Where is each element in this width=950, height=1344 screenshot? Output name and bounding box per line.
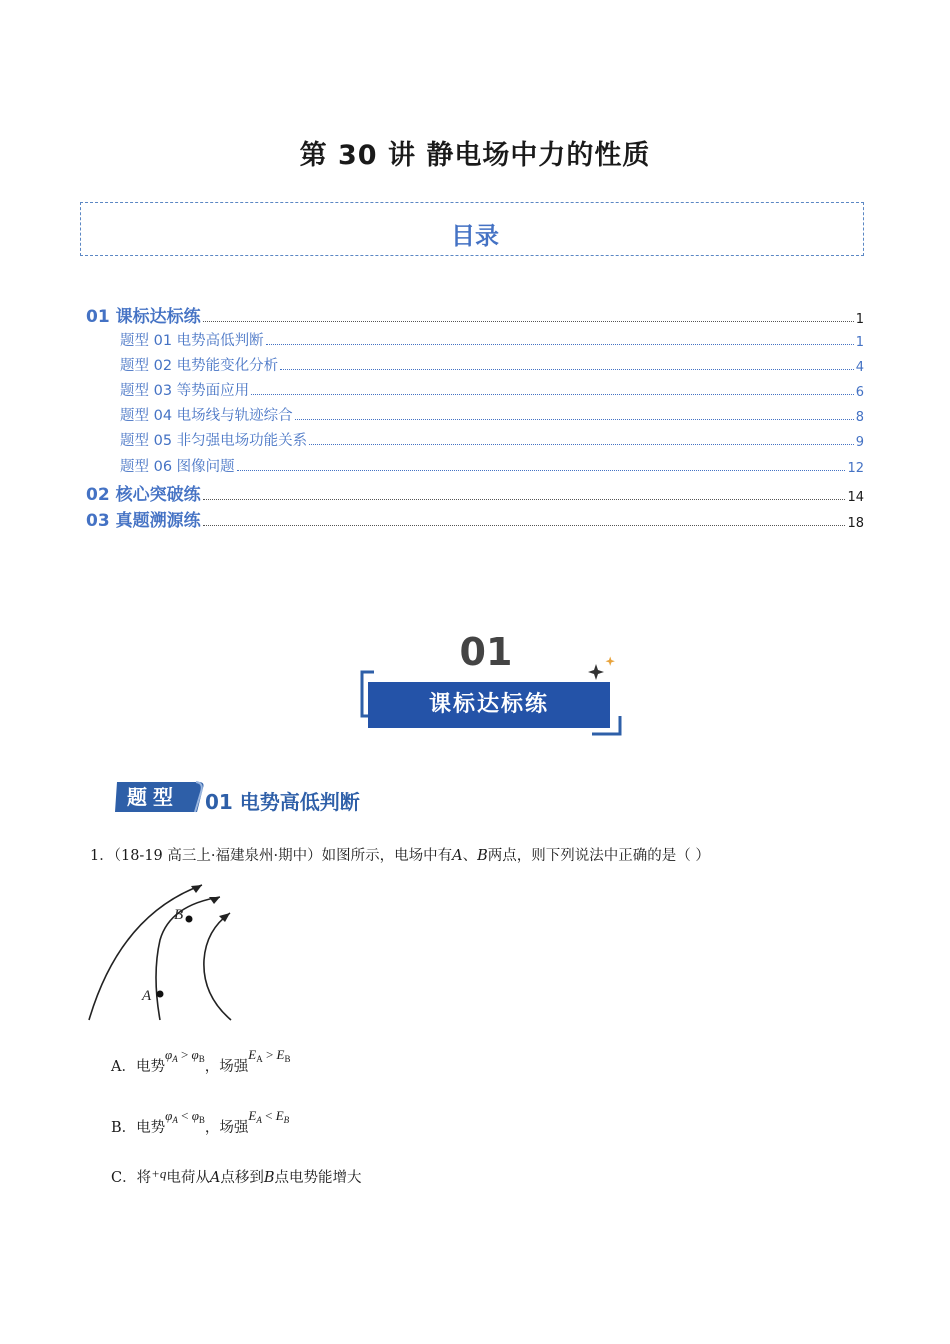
toc-item-label: 题型 03 等势面应用 [120,383,250,399]
formula-op: > [177,1047,192,1062]
toc-heading: 目录 [451,222,499,250]
option-text: 点电势能增大 [274,1170,362,1186]
formula-sub: B [198,1115,205,1125]
option-text: 将 [136,1170,152,1186]
toc-item-label: 题型 04 电场线与轨迹综合 [120,408,293,424]
toc-item[interactable] [120,329,864,350]
point-b [186,916,193,923]
toc-item[interactable] [86,302,864,327]
topic-title: 01 电势高低判断 [205,790,360,814]
toc-item[interactable] [86,506,864,531]
formula-sub: A [256,1054,263,1064]
formula-op: < [261,1108,276,1123]
question-number: 1． [90,848,114,864]
point-a-label: A [452,848,463,864]
toc-item[interactable] [120,404,864,425]
option-text: 点移到 [220,1170,264,1186]
toc-item-page: 6 [855,385,864,400]
toc-leader [295,418,854,420]
toc-leader [280,368,854,370]
charge-symbol: +q [151,1166,167,1181]
toc-leader [237,469,846,471]
option-key: A． [111,1059,136,1075]
toc-leader [203,498,846,500]
toc-leader [309,443,854,445]
toc-item-page: 12 [847,461,864,476]
point-a [157,991,164,998]
option-key: B． [111,1120,137,1136]
toc-leader [266,343,854,345]
toc-item-label: 题型 02 电势能变化分析 [120,358,279,374]
option-a[interactable] [111,1047,291,1076]
option-b[interactable] [111,1108,290,1137]
toc-item-label: 01 课标达标练 [86,307,201,327]
option-text: 电荷从 [166,1170,210,1186]
formula-symbol: φ [191,1047,199,1062]
question-text: 如图所示，电场中有 [321,848,453,864]
option-text: ，场强 [204,1120,249,1136]
toc-item[interactable] [120,429,864,450]
toc-item-page: 1 [855,335,864,350]
toc-item-label: 题型 01 电势高低判断 [120,333,264,349]
point-a-label: A [209,1170,221,1186]
point-b-label: B [477,848,488,864]
formula-symbol: φ [164,1047,173,1062]
toc-item-page: 18 [847,516,864,531]
toc-leader [251,393,854,395]
toc-item-page: 14 [847,490,864,505]
topic-badge: 题型 [127,785,179,809]
option-text: 电势 [136,1120,166,1136]
formula-op: > [262,1047,277,1062]
figure-label-a: A [142,988,152,1004]
toc-item[interactable] [120,455,864,476]
formula-sub: A [172,1054,178,1064]
option-c[interactable] [111,1166,362,1187]
toc-item-page: 9 [855,435,864,450]
formula-sub: B [283,1115,290,1125]
page-title: 第 30 讲 静电场中力的性质 [299,140,651,171]
formula-symbol: φ [191,1108,199,1123]
formula-symbol: E [248,1108,257,1123]
question-text-end: 两点，则下列说法中正确的是（ ） [487,848,710,864]
section-label: 课标达标练 [428,692,549,717]
toc-item-label: 题型 05 非匀强电场功能关系 [120,433,308,449]
toc-item-label: 题型 06 图像问题 [120,459,235,475]
toc-item[interactable] [86,480,864,505]
toc-item-label: 02 核心突破练 [86,485,201,505]
formula-symbol: φ [165,1108,173,1123]
formula-op: < [177,1108,192,1123]
toc-item-page: 1 [855,312,864,327]
formula-symbol: E [276,1047,285,1062]
toc-leader [203,524,846,526]
formula-symbol: E [275,1108,284,1123]
toc-item[interactable] [120,379,864,400]
formula-sub: B [198,1054,205,1064]
option-text: ，场强 [204,1059,249,1075]
question-text-sep: 、 [462,848,478,864]
formula-sub: A [172,1115,178,1125]
option-key: C． [111,1170,137,1186]
figure-label-b: B [174,907,184,923]
formula-symbol: E [248,1047,257,1062]
toc-item-label: 03 真题溯源练 [86,511,201,531]
option-text: 电势 [135,1059,165,1075]
section-number: 01 [459,630,513,674]
field-line-figure [80,875,250,1030]
formula-sub: B [284,1054,291,1064]
question-source: （18-19 高三上·福建泉州·期中） [113,848,322,864]
toc-leader [203,320,854,322]
formula-sub: A [256,1115,262,1125]
toc-item[interactable] [120,354,864,375]
point-b-label: B [263,1170,275,1186]
question-stem [90,844,710,865]
toc-item-page: 4 [855,360,864,375]
toc-item-page: 8 [855,410,864,425]
